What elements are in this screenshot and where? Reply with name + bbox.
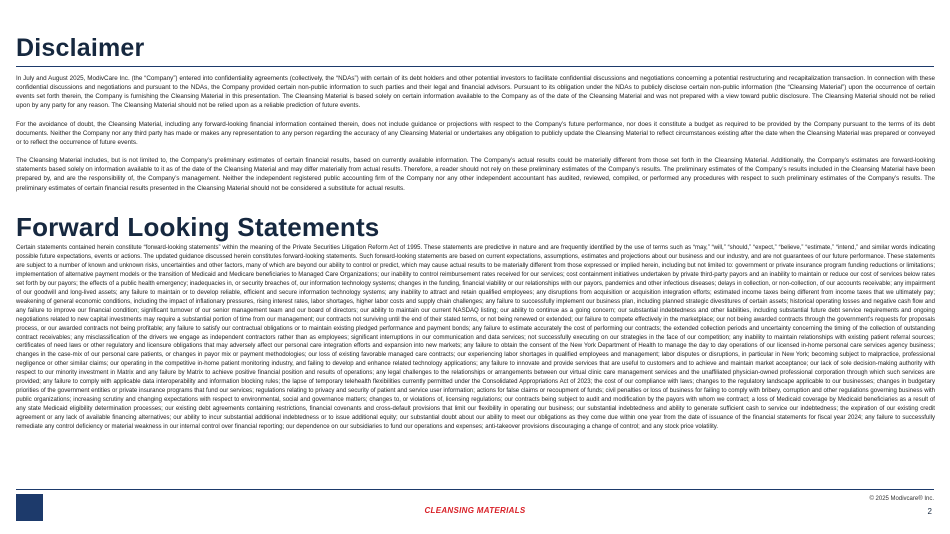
- page-number: 2: [927, 507, 932, 516]
- cleansing-materials-label: CLEANSING MATERIALS: [424, 506, 526, 515]
- footer-rule: [16, 489, 934, 490]
- heading-rule: [16, 66, 934, 67]
- disclaimer-body: [16, 74, 935, 202]
- forward-looking-paragraph: Certain statements contained herein constitute “forward-looking statements” within the meaning of the Private Securities Litigation Reform Act of 1995. These statements are predictive in nature and are frequently identified by the use of terms such as “may,” “will,” “should,” “expect,” “believe,” “estimate,” “intend,” and similar words indicating possible future expectations, events or actions. The updated guidance discussed herein constitutes forward-looking statements. Such forward-looking statements are based on current expectations, assumptions, estimates and projections about our business and our industry, and are not guarantees of our future performance. These statements are subject to a number of known and unknown risks, uncertainties and other factors, many of which are beyond our ability to control or predict, which may cause actual results to be materially different from those expressed or implied herein, including but not limited to: government or private insurance program funding reductions or limitations; implementation of alternative payment models or the transition of Medicaid and Medicare beneficiaries to Managed Care Organizations; our inability to control reimbursement rates received for our services; cost containment initiatives undertaken by private third-party payors and an inability to maintain or reduce our cost of services below rates set forth by our payors; the effects of a public health emergency; inadequacies in, or security breaches of, our information technology systems; changes in the funding, financial viability or our relationships with our payors, pandemics and other infectious diseases; delays in collection, or non-collection, of our accounts receivable; any impairment of our goodwill and long-lived assets; any failure to maintain or to develop reliable, efficient and secure information technology systems; any inability to attract and retain qualified employees; any disruptions from acquisition or acquisition integration efforts; estimated income taxes being different from income taxes that we ultimately pay; weakening of general economic conditions, including the impact of inflationary pressures, rising interest rates, labor shortages, higher labor costs and supply chain challenges; any failure to successfully implement our business plan, including planned strategic divestitures of certain assets; historical operating losses and negative cash flow and any failure to improve our financial condition; significant turnover of our senior management team and our board of directors; our ability to maintain our current NASDAQ listing; our ability to continue as a going concern; our substantial indebtedness and other liabilities, including substantial future debt service requirements and ongoing negotiations related to new capital investments may require a substantial portion of time from our management; our contracts not surviving until the end of their stated terms, or not being renewed or extended; our failure to compete effectively in the marketplace; our not being awarded contracts through the government’s requests for proposals process, or our awarded contracts not being profitable; any failure to satisfy our contractual obligations or to maintain existing pledged performance and payment bonds; any failure to estimate accurately the cost of performing our contracts; the extended collection periods and uncertainty concerning the timing of the collection of outstanding contract receivables; any misclassification of the drivers we engage as independent contractors rather than as employees; significant interruptions in our communication and data services; not successfully executing on our strategies in the face of our competition; any inability to maintain relationships with existing patient referral sources; certificates of need laws or other regulatory and licensure obligations that may adversely affect our personal care integration efforts and expansion into new markets; any failure to obtain the consent of the New York Department of Health to manage the day to day operations of our licensed in-home personal care services agency business; changes in the case-mix of our personal care patients, or changes in payor mix or payment methodologies; our loss of existing favorable managed care contracts; our experiencing labor shortages in qualified employees and management; labor disputes or disruptions, in particular in New York; becoming subject to malpractice, professional negligence or other similar claims; our operating in the competitive in-home patient monitoring industry, and failing to develop and enhance related technology applications; any failure to innovate and provide services that are useful to customers and to achieve and maintain market acceptance; our lack of sole decision-making authority with respect to our minority investment in Matrix and any failure by Matrix to achieve positive financial position and results of operations; any legal challenges to the relationships or arrangements between our virtual clinic care management services and the unaffiliated physician-owned professional corporation through which such services are provided; any failure to comply with applicable data interoperability and information blocking rules; the lapse of temporary telehealth flexibilities currently permitted under the Consolidated Appropriations Act of 2023; the cost of our compliance with laws; changes to the regulatory landscape applicable to our businesses; changes in budgetary priorities of the government entities or private insurance programs that fund our services; regulations relating to privacy and security of patient and service user information; actions for false claims or recoupment of funds; civil penalties or loss of business for failing to comply with bribery, corruption and other regulations governing business with public organizations; increasing scrutiny and changing expectations with respect to environmental, social and governance matters; changes to, or violations of, licensing regulations; our contracts being subject to audit and modification by the payors with whom we contract; a loss of Medicaid coverage by Medicaid beneficiaries as a result of any state Medicaid eligibility determination processes; our existing debt agreements containing restrictions, financial covenants and cross-default provisions that limit our flexibility in operating our business; our substantial indebtedness and ability to generate sufficient cash to service our indebtedness; the expiration of our existing credit agreement or any lack of available financing alternatives; our ability to incur substantial additional indebtedness or to issue additional equity; our substantial doubt about our ability to meet our obligations as they come due within one year from the date of issuance of the financial statements for fiscal year 2024; any failure to successfully remediate any control deficiency or material weakness in our internal control over financial reporting; our dependence on our subsidiaries to fund our operations and expenses; anti-takeover provisions discouraging a change of control; and any stock price volatility.: [16, 245, 935, 431]
- copyright-notice: © 2025 Modivcare® Inc.: [869, 496, 934, 502]
- disclaimer-paragraph-1: In July and August 2025, ModivCare Inc. (the “Company”) entered into confidentiality agreements (collectively, the “NDAs”) with certain of its debt holders and other potential investors to facilitate confidential discussions and negotiations concerning a potential restructuring and recapitalization transaction. In connection with these confidential discussions and negotiations and pursuant to the NDAs, the Company provided certain non-public information to such parties and their legal and financial advisors. Pursuant to its obligation under the NDAs to publicly disclose certain non-public information (the “Cleansing Material”) upon the occurrence of certain events set forth therein, the Company is furnishing the Cleansing Material in this presentation. The Cleansing Material is based solely on certain information available to the Company as of the date of the Cleansing Material and was not prepared with a view toward public disclosure. The Cleansing Material should not be relied upon by any party for any reason. The Cleansing Material should not be relied upon as a reliable prediction of future events.: [16, 75, 935, 110]
- disclaimer-paragraph-2: For the avoidance of doubt, the Cleansing Material, including any forward-looking financial information contained therein, does not include guidance or projections with respect to the Company’s future performance, nor does it constitute a budget as required to be provided by the Company pursuant to the terms of its debt documents. Neither the Company nor any third party has made or makes any representation to any person regarding the accuracy of any Cleansing Material or undertakes any obligation to publicly update the Cleansing Material to reflect circumstances existing after the date when the Cleansing Material was prepared or conveyed or to reflect the occurrence of future events.: [16, 120, 935, 146]
- disclaimer-paragraph-3: The Cleansing Material includes, but is not limited to, the Company’s preliminary estimates of certain financial results, based on currently available information. The Company’s actual results could be materially different from those set forth in the Cleansing Material. Additionally, the Company’s estimates are forward-looking statements based solely on information available to it as of the date of the Cleansing Material and may differ materially from actual results. Therefore, a reader should not rely on these preliminary estimates of the Company’s results. The preliminary estimates of the Company’s results included in the Cleansing Material have been prepared by, and are the responsibility of, the Company’s management. Neither the independent registered public accounting firm of the Company nor any other independent accountant has audited, reviewed, compiled, or performed any procedures with respect to such preliminary estimates of the Company’s results. The preliminary estimates of certain financial results presented in the Cleansing Material should not be considered a substitute for actual results.: [16, 157, 935, 192]
- disclaimer-heading: Disclaimer: [16, 34, 145, 62]
- forward-looking-body: [16, 244, 935, 441]
- forward-looking-heading: Forward Looking Statements: [16, 212, 380, 242]
